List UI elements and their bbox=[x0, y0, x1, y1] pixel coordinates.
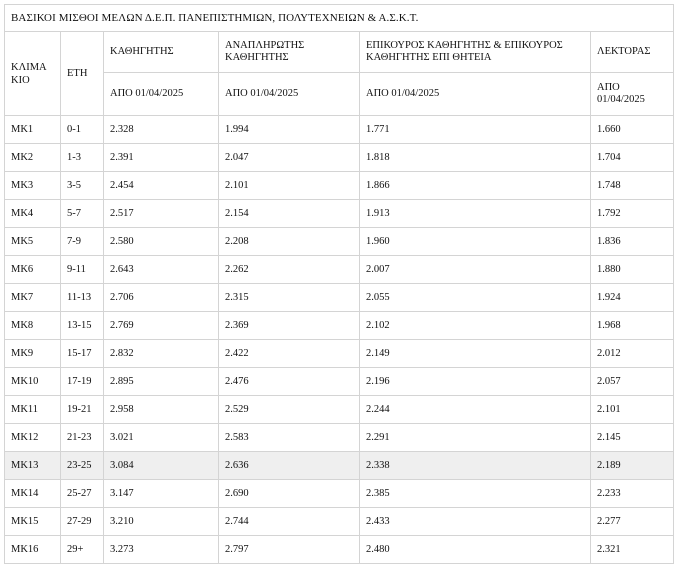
cell-kathigitis: 3.021 bbox=[104, 424, 219, 452]
cell-kathigitis: 2.454 bbox=[104, 172, 219, 200]
table-row bbox=[5, 200, 674, 228]
cell-step: ΜΚ2 bbox=[5, 144, 61, 172]
cell-epikouros: 2.149 bbox=[360, 340, 591, 368]
column-header-anaplirotis: ΑΝΑΠΛΗΡΩΤΗΣ ΚΑΘΗΓΗΤΗΣ bbox=[219, 32, 360, 73]
header-row bbox=[5, 32, 674, 73]
cell-kathigitis: 3.273 bbox=[104, 536, 219, 564]
cell-kathigitis: 2.706 bbox=[104, 284, 219, 312]
cell-anaplirotis: 2.529 bbox=[219, 396, 360, 424]
cell-lektoras: 2.277 bbox=[591, 508, 674, 536]
cell-epikouros: 2.433 bbox=[360, 508, 591, 536]
cell-anaplirotis: 2.797 bbox=[219, 536, 360, 564]
cell-anaplirotis: 2.369 bbox=[219, 312, 360, 340]
cell-years: 9-11 bbox=[61, 256, 104, 284]
cell-step: ΜΚ12 bbox=[5, 424, 61, 452]
cell-step: ΜΚ4 bbox=[5, 200, 61, 228]
cell-epikouros: 1.960 bbox=[360, 228, 591, 256]
cell-step: ΜΚ7 bbox=[5, 284, 61, 312]
table-row bbox=[5, 396, 674, 424]
cell-years: 15-17 bbox=[61, 340, 104, 368]
table-row bbox=[5, 508, 674, 536]
cell-epikouros: 2.055 bbox=[360, 284, 591, 312]
table-row bbox=[5, 256, 674, 284]
cell-lektoras: 1.924 bbox=[591, 284, 674, 312]
cell-lektoras: 1.792 bbox=[591, 200, 674, 228]
subheader-kathigitis: ΑΠΟ 01/04/2025 bbox=[104, 73, 219, 116]
cell-kathigitis: 2.895 bbox=[104, 368, 219, 396]
cell-kathigitis: 2.958 bbox=[104, 396, 219, 424]
cell-lektoras: 2.189 bbox=[591, 452, 674, 480]
subheader-epikouros: ΑΠΟ 01/04/2025 bbox=[360, 73, 591, 116]
cell-epikouros: 2.338 bbox=[360, 452, 591, 480]
cell-years: 5-7 bbox=[61, 200, 104, 228]
cell-step: ΜΚ10 bbox=[5, 368, 61, 396]
subheader-anaplirotis: ΑΠΟ 01/04/2025 bbox=[219, 73, 360, 116]
cell-years: 17-19 bbox=[61, 368, 104, 396]
cell-epikouros: 2.196 bbox=[360, 368, 591, 396]
cell-years: 23-25 bbox=[61, 452, 104, 480]
cell-step: ΜΚ6 bbox=[5, 256, 61, 284]
cell-anaplirotis: 2.583 bbox=[219, 424, 360, 452]
cell-lektoras: 1.748 bbox=[591, 172, 674, 200]
table-row bbox=[5, 368, 674, 396]
cell-years: 0-1 bbox=[61, 116, 104, 144]
cell-step: ΜΚ11 bbox=[5, 396, 61, 424]
cell-lektoras: 2.321 bbox=[591, 536, 674, 564]
cell-years: 29+ bbox=[61, 536, 104, 564]
cell-anaplirotis: 2.744 bbox=[219, 508, 360, 536]
cell-anaplirotis: 2.690 bbox=[219, 480, 360, 508]
cell-lektoras: 2.145 bbox=[591, 424, 674, 452]
cell-epikouros: 1.771 bbox=[360, 116, 591, 144]
cell-years: 1-3 bbox=[61, 144, 104, 172]
cell-lektoras: 1.836 bbox=[591, 228, 674, 256]
table-row bbox=[5, 536, 674, 564]
cell-lektoras: 1.704 bbox=[591, 144, 674, 172]
table-row bbox=[5, 116, 674, 144]
column-header-epikouros: ΕΠΙΚΟΥΡΟΣ ΚΑΘΗΓΗΤΗΣ & ΕΠΙΚΟΥΡΟΣ ΚΑΘΗΓΗΤΗΣ ΕΠΙ ΘΗΤΕΙΑ bbox=[360, 32, 591, 73]
table-body bbox=[5, 116, 674, 564]
cell-kathigitis: 3.210 bbox=[104, 508, 219, 536]
cell-lektoras: 1.660 bbox=[591, 116, 674, 144]
cell-years: 7-9 bbox=[61, 228, 104, 256]
column-header-eti: ΕΤΗ bbox=[61, 32, 104, 116]
cell-anaplirotis: 2.154 bbox=[219, 200, 360, 228]
cell-lektoras: 1.968 bbox=[591, 312, 674, 340]
cell-lektoras: 2.057 bbox=[591, 368, 674, 396]
salary-table bbox=[4, 4, 674, 564]
table-row bbox=[5, 172, 674, 200]
cell-step: ΜΚ5 bbox=[5, 228, 61, 256]
cell-anaplirotis: 2.315 bbox=[219, 284, 360, 312]
cell-step: ΜΚ1 bbox=[5, 116, 61, 144]
table-row bbox=[5, 144, 674, 172]
cell-years: 21-23 bbox=[61, 424, 104, 452]
column-header-klimakio: ΚΛΙΜΑΚΙΟ bbox=[5, 32, 61, 116]
cell-step: ΜΚ13 bbox=[5, 452, 61, 480]
cell-lektoras: 1.880 bbox=[591, 256, 674, 284]
cell-years: 13-15 bbox=[61, 312, 104, 340]
cell-anaplirotis: 2.636 bbox=[219, 452, 360, 480]
cell-years: 25-27 bbox=[61, 480, 104, 508]
cell-epikouros: 2.385 bbox=[360, 480, 591, 508]
cell-kathigitis: 2.391 bbox=[104, 144, 219, 172]
cell-anaplirotis: 2.262 bbox=[219, 256, 360, 284]
table-title-row bbox=[5, 5, 674, 32]
cell-lektoras: 2.012 bbox=[591, 340, 674, 368]
cell-epikouros: 1.818 bbox=[360, 144, 591, 172]
table-title: ΒΑΣΙΚΟΙ ΜΙΣΘΟΙ ΜΕΛΩΝ Δ.Ε.Π. ΠΑΝΕΠΙΣΤΗΜΙΩΝ, ΠΟΛΥΤΕΧΝΕΙΩΝ & Α.Σ.Κ.Τ. bbox=[5, 5, 674, 32]
table-row bbox=[5, 312, 674, 340]
subheader-lektoras: ΑΠΟ 01/04/2025 bbox=[591, 73, 674, 116]
cell-step: ΜΚ14 bbox=[5, 480, 61, 508]
cell-anaplirotis: 2.208 bbox=[219, 228, 360, 256]
cell-kathigitis: 2.643 bbox=[104, 256, 219, 284]
cell-kathigitis: 2.580 bbox=[104, 228, 219, 256]
subheader-row bbox=[5, 73, 674, 116]
cell-kathigitis: 2.328 bbox=[104, 116, 219, 144]
cell-step: ΜΚ8 bbox=[5, 312, 61, 340]
cell-anaplirotis: 2.476 bbox=[219, 368, 360, 396]
table-row bbox=[5, 228, 674, 256]
cell-years: 11-13 bbox=[61, 284, 104, 312]
cell-step: ΜΚ16 bbox=[5, 536, 61, 564]
table-row bbox=[5, 480, 674, 508]
cell-kathigitis: 2.769 bbox=[104, 312, 219, 340]
cell-anaplirotis: 2.101 bbox=[219, 172, 360, 200]
cell-step: ΜΚ9 bbox=[5, 340, 61, 368]
cell-step: ΜΚ15 bbox=[5, 508, 61, 536]
cell-years: 19-21 bbox=[61, 396, 104, 424]
cell-epikouros: 2.480 bbox=[360, 536, 591, 564]
table-row bbox=[5, 452, 674, 480]
cell-lektoras: 2.233 bbox=[591, 480, 674, 508]
cell-years: 3-5 bbox=[61, 172, 104, 200]
cell-epikouros: 1.913 bbox=[360, 200, 591, 228]
cell-step: ΜΚ3 bbox=[5, 172, 61, 200]
cell-epikouros: 2.244 bbox=[360, 396, 591, 424]
cell-epikouros: 2.291 bbox=[360, 424, 591, 452]
cell-years: 27-29 bbox=[61, 508, 104, 536]
cell-epikouros: 1.866 bbox=[360, 172, 591, 200]
cell-kathigitis: 2.517 bbox=[104, 200, 219, 228]
table-row bbox=[5, 284, 674, 312]
table-row bbox=[5, 340, 674, 368]
cell-epikouros: 2.007 bbox=[360, 256, 591, 284]
cell-anaplirotis: 2.047 bbox=[219, 144, 360, 172]
cell-kathigitis: 3.147 bbox=[104, 480, 219, 508]
cell-epikouros: 2.102 bbox=[360, 312, 591, 340]
cell-kathigitis: 3.084 bbox=[104, 452, 219, 480]
column-header-kathigitis: ΚΑΘΗΓΗΤΗΣ bbox=[104, 32, 219, 73]
cell-anaplirotis: 2.422 bbox=[219, 340, 360, 368]
cell-lektoras: 2.101 bbox=[591, 396, 674, 424]
cell-anaplirotis: 1.994 bbox=[219, 116, 360, 144]
cell-kathigitis: 2.832 bbox=[104, 340, 219, 368]
column-header-lektoras: ΛΕΚΤΟΡΑΣ bbox=[591, 32, 674, 73]
table-row bbox=[5, 424, 674, 452]
